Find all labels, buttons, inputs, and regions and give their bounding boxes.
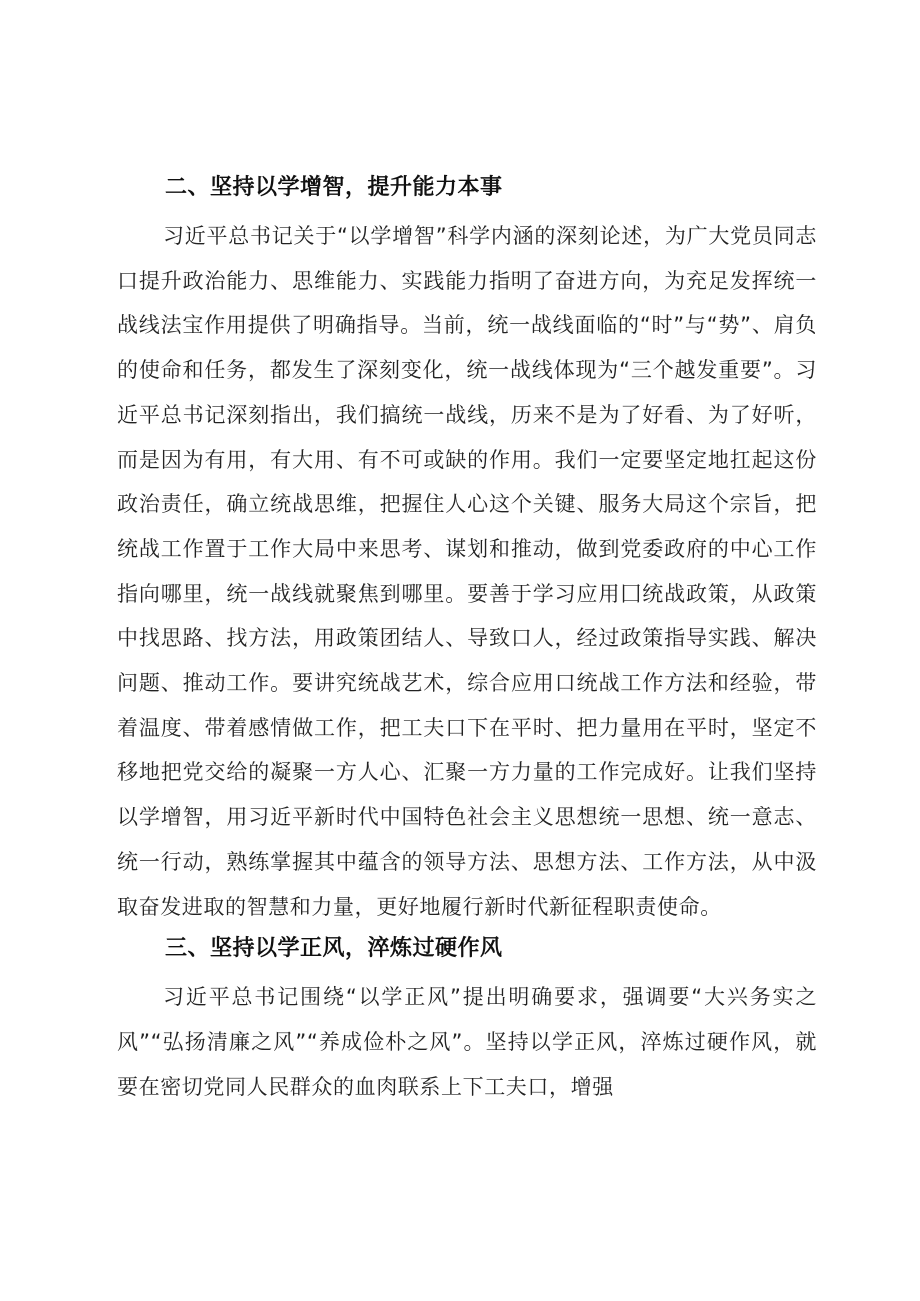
document-page bbox=[117, 168, 817, 1109]
section-paragraph-3: 习近平总书记围绕“以学正风”提出明确要求，强调要“大兴务实之风”“弘扬清廉之风”“养成俭朴之风”。坚持以学正风，淬炼过硬作风，就要在密切党同人民群众的血肉联系上下工夫口，增强 bbox=[117, 985, 817, 1099]
section-heading-3: 三、坚持以学正风，淬炼过硬作风 bbox=[165, 936, 503, 962]
section-heading-2: 二、坚持以学增智，提升能力本事 bbox=[165, 175, 503, 200]
section-paragraph-2: 习近平总书记关于“以学增智”科学内涵的深刻论述，为广大党员同志口提升政治能力、思维能力、实践能力指明了奋进方向，为充足发挥统一战线法宝作用提供了明确指导。当前，统一战线面临的“时”与“势”、肩负的使命和任务，都发生了深刻变化，统一战线体现为“三个越发重要”。习近平总书记深刻指出，我们搞统一战线，历来不是为了好看、为了好听，而是因为有用，有大用、有不可或缺的作用。我们一定要坚定地扛起这份政治责任，确立统战思维，把握住人心这个关键、服务大局这个宗旨，把统战工作置于工作大局中来思考、谋划和推动，做到党委政府的中心工作指向哪里，统一战线就聚焦到哪里。要善于学习应用囗统战政策，从政策中找思路、找方法，用政策团结人、导致口人，经过政策指导实践、解决问题、推动工作。要讲究统战艺术，综合应用口统战工作方法和经验，带着温度、带着感情做工作，把工夫口下在平时、把力量用在平时，坚定不移地把党交给的凝聚一方人心、汇聚一方力量的工作完成好。让我们坚持以学增智，用习近平新时代中国特色社会主义思想统一思想、统一意志、统一行动，熟练掌握其中蕴含的领导方法、思想方法、工作方法，从中汲取奋发进取的智慧和力量，更好地履行新时代新征程职责使命。 bbox=[117, 224, 817, 919]
